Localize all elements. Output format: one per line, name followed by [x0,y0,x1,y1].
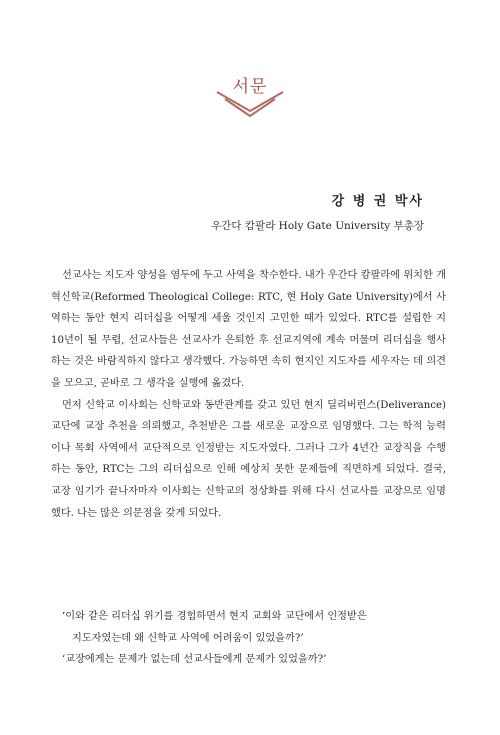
question-1-line-1: ‘이와 같은 리더십 위기를 경험하면서 현지 교회와 교단에서 인정받은 [62,611,367,622]
author-title: 우간다 캄팔라 Holy Gate University 부총장 [211,220,424,232]
question-1-line-2: 지도자였는데 왜 신학교 사역에 어려움이 있었을까?’ [72,632,304,644]
chevron-ornament-icon [205,90,295,120]
body-text [51,265,446,524]
author-name: 강 병 권 박사 [331,194,424,209]
question-1 [51,606,446,649]
author-block [211,190,424,233]
section-heading: 서문 [232,77,268,97]
paragraph-2: 먼저 신학교 이사회는 신학교와 동반관계를 갖고 있던 현지 딜리버런스(Deliverance)교단에 교장 추천을 의뢰했고, 추천받은 그를 새로운 교장으로 임명했다. 그는 학적 능력이나 목회 사역에서 교단적으로 인정받는 지도자였다. 그러나 그가 4년간 교장직을 수행하는 동안, RTC는 그의 리더십으로 인해 예상치 못한 문제들에 직면하게 되었다. 결국, 교장 임기가 끝나자마자 이사회는 신학교의 정상화를 위해 다시 선교사를 교장으로 임명했다. 나는 많은 의문점을 갖게 되었다. [51,399,446,519]
paragraph-1: 선교사는 지도자 양성을 염두에 두고 사역을 착수한다. 내가 우간다 캄팔라에 위치한 개혁신학교(Reformed Theological College: RTC, 현 Holy Gate University)에서 사역하는 동안 현지 리더십을 어떻게 세울 것인지 고민한 때가 있었다. RTC를 설립한 지 10년이 될 무렵, 선교사들은 선교사가 은퇴한 후 선교지역에 계속 머물며 리더십을 행사하는 것은 바람직하지 않다고 생각했다. 가능하면 속히 현지인 지도자를 세우자는 데 의견을 모으고, 곧바로 그 생각을 실행에 옮겼다. [51,270,446,389]
questions-block [51,606,446,671]
question-2: ‘교장에게는 문제가 없는데 선교사들에게 문제가 있었을까?’ [62,654,327,666]
